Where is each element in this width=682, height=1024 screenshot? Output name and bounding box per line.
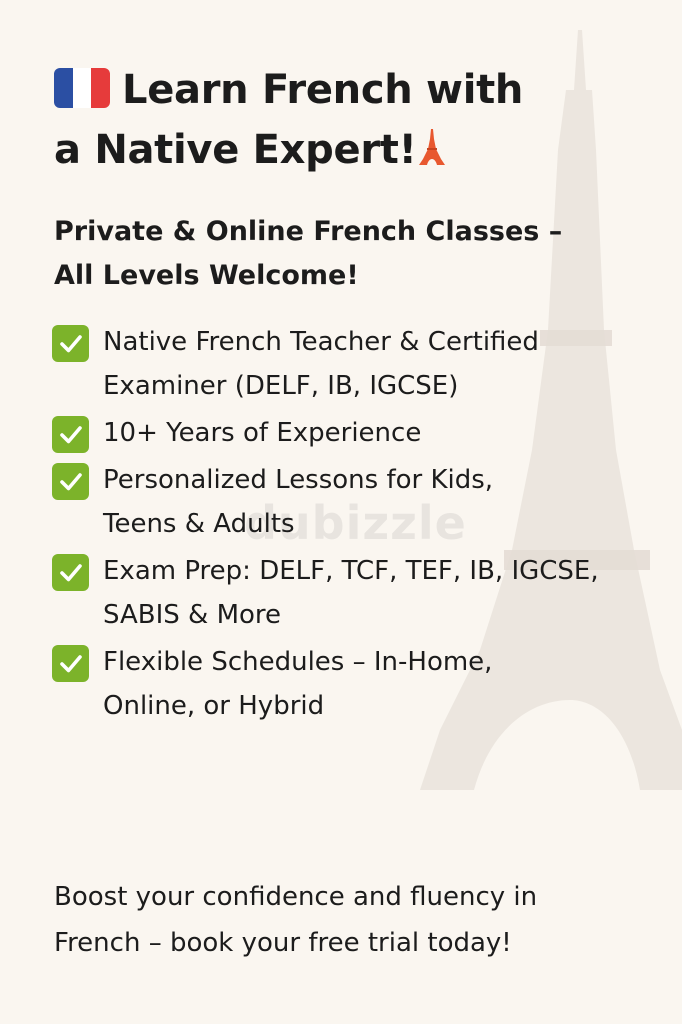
feature-line: Native French Teacher & Certified [103,327,539,357]
headline-line-1 [54,60,574,120]
eiffel-tower-icon [419,122,445,182]
footer-line-2: French – book your free trial today! [54,928,512,958]
subheadline-line-2: All Levels Welcome! [54,260,359,291]
feature-line: Online, or Hybrid [103,691,325,721]
subheadline [54,210,614,298]
feature-item [52,320,652,408]
headline-text-1: Learn French with [122,67,524,113]
feature-text [103,640,643,728]
feature-text [103,320,643,408]
check-mark-icon [52,325,89,362]
headline-text-2: a Native Expert! [54,127,417,173]
check-mark-icon [52,645,89,682]
feature-line: SABIS & More [103,600,282,630]
footer-line-1: Boost your confidence and fluency in [54,882,538,912]
feature-line: Teens & Adults [103,509,295,539]
france-flag-icon [54,68,110,108]
feature-line: Exam Prep: DELF, TCF, TEF, IB, IGCSE, [103,556,599,586]
feature-list [52,320,652,731]
call-to-action-text [54,874,634,966]
feature-item [52,458,652,546]
feature-text [103,411,643,455]
feature-line: Flexible Schedules – In-Home, [103,647,493,677]
check-mark-icon [52,554,89,591]
feature-item [52,411,652,455]
feature-text [103,549,643,637]
headline-line-2 [54,120,574,182]
feature-line: 10+ Years of Experience [103,418,422,448]
feature-item [52,640,652,728]
watermark: dubizzle [244,496,467,550]
check-mark-icon [52,463,89,500]
feature-line: Personalized Lessons for Kids, [103,465,494,495]
subheadline-line-1: Private & Online French Classes – [54,216,563,247]
feature-line: Examiner (DELF, IB, IGCSE) [103,371,459,401]
check-mark-icon [52,416,89,453]
feature-item [52,549,652,637]
feature-text [103,458,643,546]
headline [54,60,574,182]
